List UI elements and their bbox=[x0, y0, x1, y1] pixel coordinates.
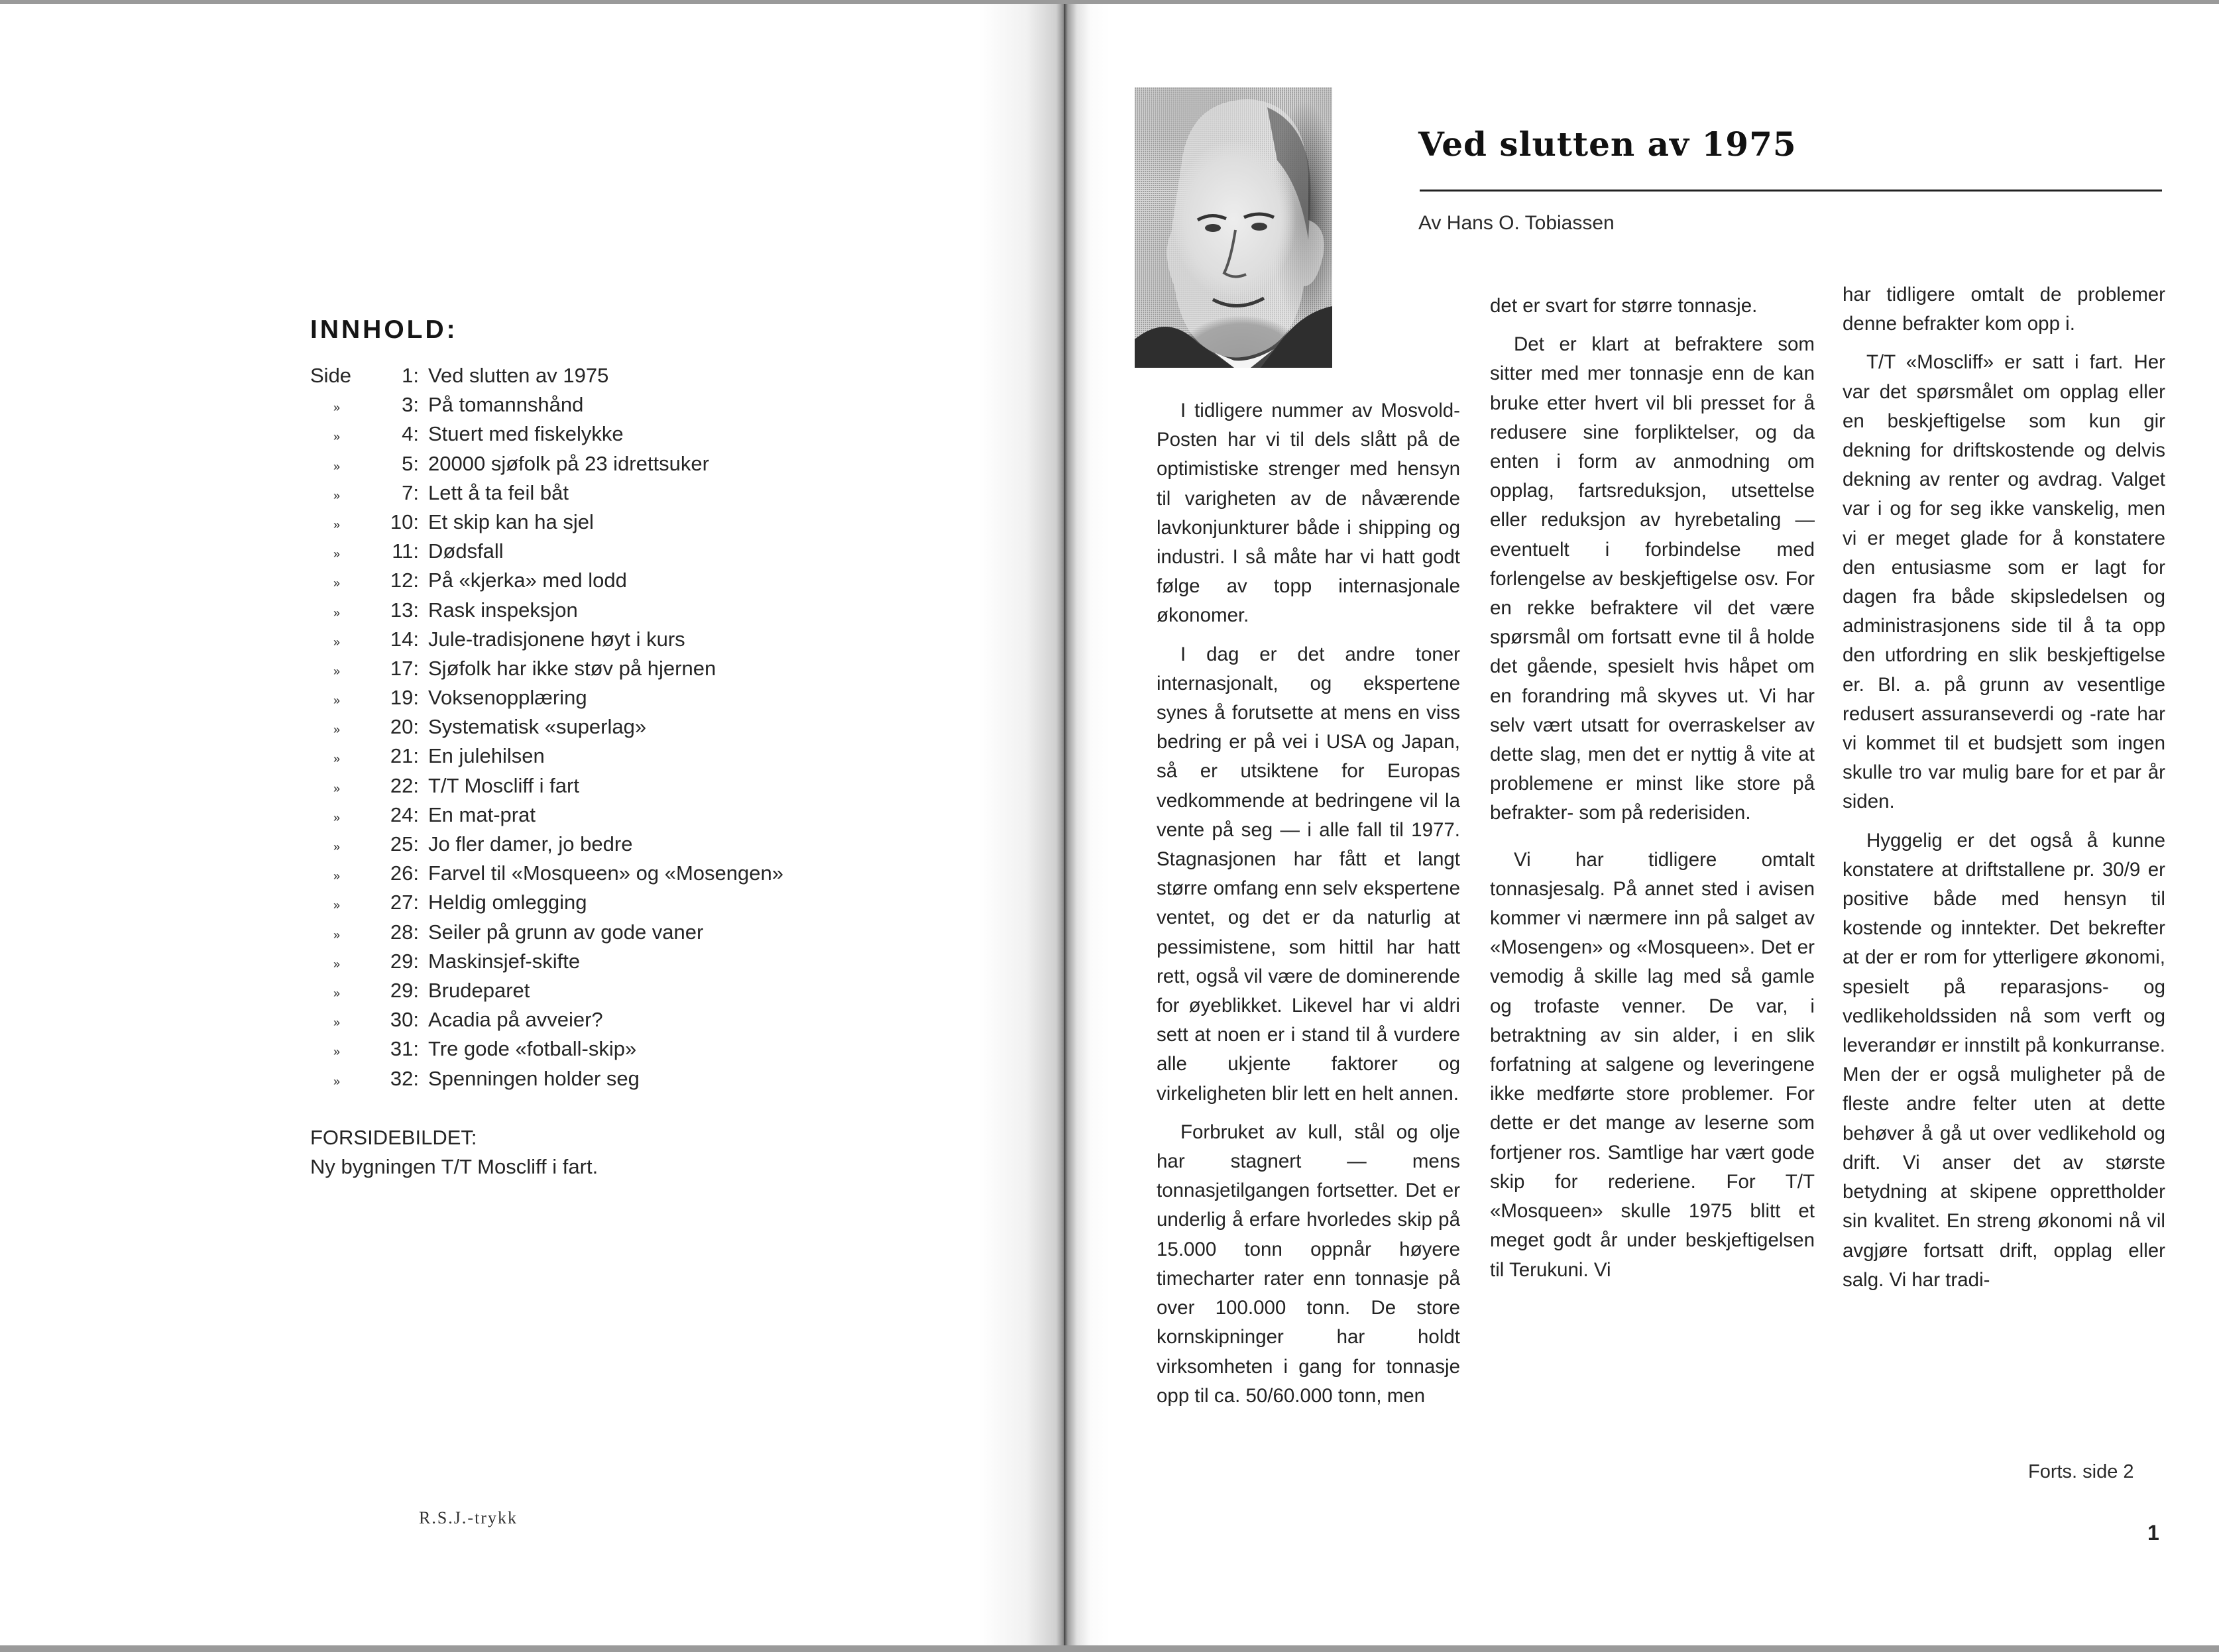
page-number: 1 bbox=[2147, 1521, 2159, 1545]
toc-entry bbox=[310, 452, 907, 481]
toc-entry-title: Stuert med fiskelykke bbox=[428, 422, 624, 446]
toc-entry bbox=[310, 891, 907, 920]
toc-page-number: 10: bbox=[390, 510, 419, 533]
toc-entry bbox=[310, 1067, 907, 1096]
article-paragraph: I dag er det andre toner internasjonalt, og ekspertene synes å forutsette at mens en viss bedring er på vei i USA og Japan, så er utsiktene for Europas vedkommende at bedringene vil la vente på seg — i alle fall til 1977. Stagnasjonen har fått et langt større omfang enn selv ekspertene ventet, og det er da naturlig at pessimistene, som hittil har hatt rett, også vil være de dominerende for øyeblikket. Likevel har vi aldri sett at noen er i stand til å vurdere alle ukjente faktorer og virkeligheten blir lett en helt annen. bbox=[1157, 643, 1460, 1105]
toc-page-number: 13: bbox=[390, 598, 419, 622]
table-of-contents bbox=[310, 364, 907, 1096]
toc-entry-title: På «kjerka» med lodd bbox=[428, 569, 627, 592]
toc-ditto-mark: » bbox=[333, 928, 340, 942]
toc-entry-title: En julehilsen bbox=[428, 744, 545, 768]
toc-entry bbox=[310, 686, 907, 715]
article-paragraph: Det er klart at befraktere som sitter med mer tonnasje enn de kan bruke etter hvert vil bli presset for å redusere sine forpliktelser, og da enten i form av anmodning om opplag, fartsreduksjon, utsettelse eller reduksjon av hyrebetaling — eventuelt i forbindelse med forlengelse av beskjeftigelse osv. For en rekke befraktere vil det være spørsmål om fortsatt evne til å holde det gående, spesielt hvis håpet om en forandring må skyves ut. Vi har selv vært utsatt for overraskelser av dette slag, men det er nyttig å vite at problemene er minst like store på befrakter- som på rederisiden. bbox=[1490, 333, 1815, 824]
toc-page-number: 32: bbox=[390, 1066, 419, 1090]
toc-entry bbox=[310, 861, 907, 891]
title-divider bbox=[1420, 190, 2162, 192]
toc-page-number: 1: bbox=[402, 364, 419, 387]
toc-page-number: 29: bbox=[390, 949, 419, 973]
toc-page-number: 7: bbox=[402, 480, 419, 504]
toc-page-number: 12: bbox=[390, 569, 419, 592]
toc-entry-title: Lett å ta feil båt bbox=[428, 480, 569, 504]
toc-page-number: 4: bbox=[402, 422, 419, 446]
toc-page-number: 24: bbox=[390, 802, 419, 826]
toc-page-number: 26: bbox=[390, 861, 419, 885]
toc-entry-title: På tomannshånd bbox=[428, 393, 584, 417]
toc-page-number: 11: bbox=[392, 539, 419, 563]
toc-page-number: 22: bbox=[390, 773, 419, 797]
toc-entry-title: Maskinsjef-skifte bbox=[428, 949, 581, 973]
toc-entry-title: Ved slutten av 1975 bbox=[428, 364, 609, 387]
toc-entry-title: Heldig omlegging bbox=[428, 891, 587, 914]
toc-ditto-mark: » bbox=[333, 459, 340, 473]
toc-page-number: 27: bbox=[390, 891, 419, 914]
toc-entry bbox=[310, 1037, 907, 1066]
toc-page-number: 19: bbox=[390, 686, 419, 710]
cover-photo-label: FORSIDEBILDET: bbox=[310, 1126, 477, 1149]
toc-page-number: 3: bbox=[402, 393, 419, 417]
toc-page-number: 29: bbox=[390, 978, 419, 1002]
toc-entry bbox=[310, 510, 907, 539]
toc-entry bbox=[310, 364, 907, 393]
toc-ditto-mark: » bbox=[333, 1045, 340, 1059]
toc-entry-title: Jule-tradisjonene høyt i kurs bbox=[428, 627, 685, 651]
toc-entry bbox=[310, 393, 907, 422]
toc-ditto-mark: » bbox=[333, 899, 340, 912]
toc-entry bbox=[310, 803, 907, 832]
toc-page-number: 20: bbox=[390, 715, 419, 739]
article-paragraph: Vi har tidligere omtalt tonnasjesalg. På annet sted i avisen kommer vi nærmere inn på salget av «Mosengen» og «Mosqueen». Det er vemodig å skille lag med så gamle og trofaste venner. De var, i betraktning av sin alder, i en slik forfatning at salgene og leveringene ikke medførte store problemer. For dette er det mange av leserne som fortjener ros. Samtlige har vært gode skip for rederiene. For T/T «Mosqueen» skulle 1975 blitt et meget godt år under beskjeftigelsen til Terukuni. Vi bbox=[1490, 848, 1815, 1281]
toc-ditto-mark: » bbox=[333, 957, 340, 971]
toc-entry bbox=[310, 539, 907, 569]
toc-entry-title: Spenningen holder seg bbox=[428, 1066, 640, 1090]
continued-on-page-note: Forts. side 2 bbox=[2028, 1461, 2134, 1482]
toc-entry-title: Farvel til «Mosqueen» og «Mosengen» bbox=[428, 861, 783, 885]
toc-ditto-mark: » bbox=[333, 488, 340, 502]
toc-entry bbox=[310, 481, 907, 510]
toc-entry-title: 20000 sjøfolk på 23 idrettsuker bbox=[428, 451, 709, 475]
toc-entry-title: Brudeparet bbox=[428, 978, 530, 1002]
article-column-3 bbox=[1843, 280, 2165, 1304]
toc-entry bbox=[310, 979, 907, 1008]
toc-ditto-mark: » bbox=[333, 635, 340, 649]
toc-entry-title: T/T Moscliff i fart bbox=[428, 773, 579, 797]
toc-ditto-mark: » bbox=[333, 577, 340, 590]
toc-ditto-mark: » bbox=[333, 664, 340, 678]
toc-entry bbox=[310, 598, 907, 628]
toc-ditto-mark: » bbox=[333, 986, 340, 1000]
toc-ditto-mark: » bbox=[333, 869, 340, 883]
article-paragraph: I tidligere nummer av Mosvold-Posten har vi til dels slått på de optimistiske strenger med hensyn til varigheten av de nåværende lavkonjunkturer både i shipping og industri. I så måte har vi hatt godt følge av topp internasjonale økonomer. bbox=[1157, 400, 1460, 627]
article-paragraph: Hyggelig er det også å kunne konstatere at driftstallene pr. 30/9 er positive både med hensyn til kostende og inntekter. Det bekrefter at der er rom for ytterligere økonomi, spesielt på reparasjons- og vedlikeholdssiden nå som verft og leverandør er innstilt på konkurranse. Men der er også muligheter på de fleste andre felter uten at dette behøver å gå ut over vedlikehold og drift. Vi anser det av største betydning at skipene opprettholder sin kvalitet. En streng økonomi nå vil avgjøre fortsatt drift, opplag eller salg. Vi har tradi- bbox=[1843, 829, 2165, 1291]
toc-ditto-mark: » bbox=[333, 1016, 340, 1030]
toc-side-label: Side bbox=[310, 364, 352, 387]
article-paragraph: T/T «Moscliff» er satt i fart. Her var det spørsmålet om opplag eller en beskjeftigelse som kun gir dekning for driftskostende og delvis dekning av renter og avdrag. Valget var i og for seg ikke vanskelig, men vi er meget glade for å konstatere den entusiasme som er lagt for dagen fra både skipsledelsen og administrasjonens side til å ta opp den utfordring en slik beskjeftigelse er. Bl. a. på grunn av vesentlige redusert assuranseverdi og -rate har vi kommet til et budsjett som ingen skulle tro var mulig bare for et par år siden. bbox=[1843, 351, 2165, 813]
article-title: Ved slutten av 1975 bbox=[1418, 125, 1797, 164]
toc-page-number: 5: bbox=[402, 451, 419, 475]
toc-entry bbox=[310, 1008, 907, 1037]
toc-entry-title: Acadia på avveier? bbox=[428, 1008, 603, 1032]
toc-ditto-mark: » bbox=[333, 810, 340, 824]
left-page bbox=[0, 4, 1064, 1645]
article-paragraph: det er svart for større tonnasje. bbox=[1490, 295, 1758, 317]
toc-page-number: 30: bbox=[390, 1008, 419, 1032]
toc-page-number: 25: bbox=[390, 832, 419, 855]
toc-entry-title: Et skip kan ha sjel bbox=[428, 510, 594, 533]
toc-entry bbox=[310, 715, 907, 744]
toc-ditto-mark: » bbox=[333, 606, 340, 620]
article-byline: Av Hans O. Tobiassen bbox=[1418, 212, 1615, 234]
author-portrait-photo bbox=[1135, 87, 1332, 368]
toc-ditto-mark: » bbox=[333, 840, 340, 854]
toc-entry bbox=[310, 832, 907, 861]
toc-page-number: 31: bbox=[390, 1037, 419, 1061]
article-column-2 bbox=[1490, 292, 1815, 1294]
toc-page-number: 21: bbox=[390, 744, 419, 768]
toc-entry bbox=[310, 628, 907, 657]
toc-entry-title: Jo fler damer, jo bedre bbox=[428, 832, 633, 855]
toc-entry bbox=[310, 920, 907, 950]
article-column-1 bbox=[1157, 396, 1460, 1420]
toc-ditto-mark: » bbox=[333, 547, 340, 561]
toc-entry bbox=[310, 950, 907, 979]
toc-ditto-mark: » bbox=[333, 694, 340, 708]
toc-page-number: 17: bbox=[390, 656, 419, 680]
toc-entry bbox=[310, 744, 907, 773]
article-paragraph: Forbruket av kull, stål og olje har stagnert — mens tonnasjetilgangen fortsetter. Det er underlig å erfare hvorledes skip på 15.000 tonn oppnår høyere timecharter rater enn tonnasje på over 100.000 tonn. De store kornskipninger har holdt virksomheten i gang for tonnasje opp til ca. 50/60.000 tonn, men bbox=[1157, 1121, 1460, 1407]
cover-photo-caption: Ny bygningen T/T Moscliff i fart. bbox=[310, 1155, 598, 1178]
toc-heading: INNHOLD: bbox=[310, 315, 458, 344]
article-paragraph: har tidligere omtalt de problemer denne befrakter kom opp i. bbox=[1843, 284, 2165, 335]
toc-ditto-mark: » bbox=[333, 781, 340, 795]
toc-entry-title: Voksenopplæring bbox=[428, 686, 587, 710]
toc-entry-title: Dødsfall bbox=[428, 539, 504, 563]
toc-entry bbox=[310, 657, 907, 686]
toc-ditto-mark: » bbox=[333, 723, 340, 737]
toc-entry-title: Tre gode «fotball-skip» bbox=[428, 1037, 637, 1061]
toc-page-number: 14: bbox=[390, 627, 419, 651]
toc-entry bbox=[310, 774, 907, 803]
toc-page-number: 28: bbox=[390, 920, 419, 944]
toc-entry-title: Systematisk «superlag» bbox=[428, 715, 647, 739]
portrait-illustration bbox=[1135, 87, 1332, 368]
toc-entry-title: Sjøfolk har ikke støv på hjernen bbox=[428, 656, 716, 680]
toc-entry-title: Seiler på grunn av gode vaner bbox=[428, 920, 704, 944]
toc-entry-title: Rask inspeksjon bbox=[428, 598, 578, 622]
toc-ditto-mark: » bbox=[333, 401, 340, 415]
toc-ditto-mark: » bbox=[333, 518, 340, 531]
toc-entry bbox=[310, 569, 907, 598]
toc-ditto-mark: » bbox=[333, 1074, 340, 1088]
toc-entry-title: En mat-prat bbox=[428, 802, 536, 826]
toc-entry bbox=[310, 422, 907, 451]
printer-credit: R.S.J.-trykk bbox=[419, 1508, 518, 1527]
toc-ditto-mark: » bbox=[333, 752, 340, 766]
toc-ditto-mark: » bbox=[333, 430, 340, 444]
